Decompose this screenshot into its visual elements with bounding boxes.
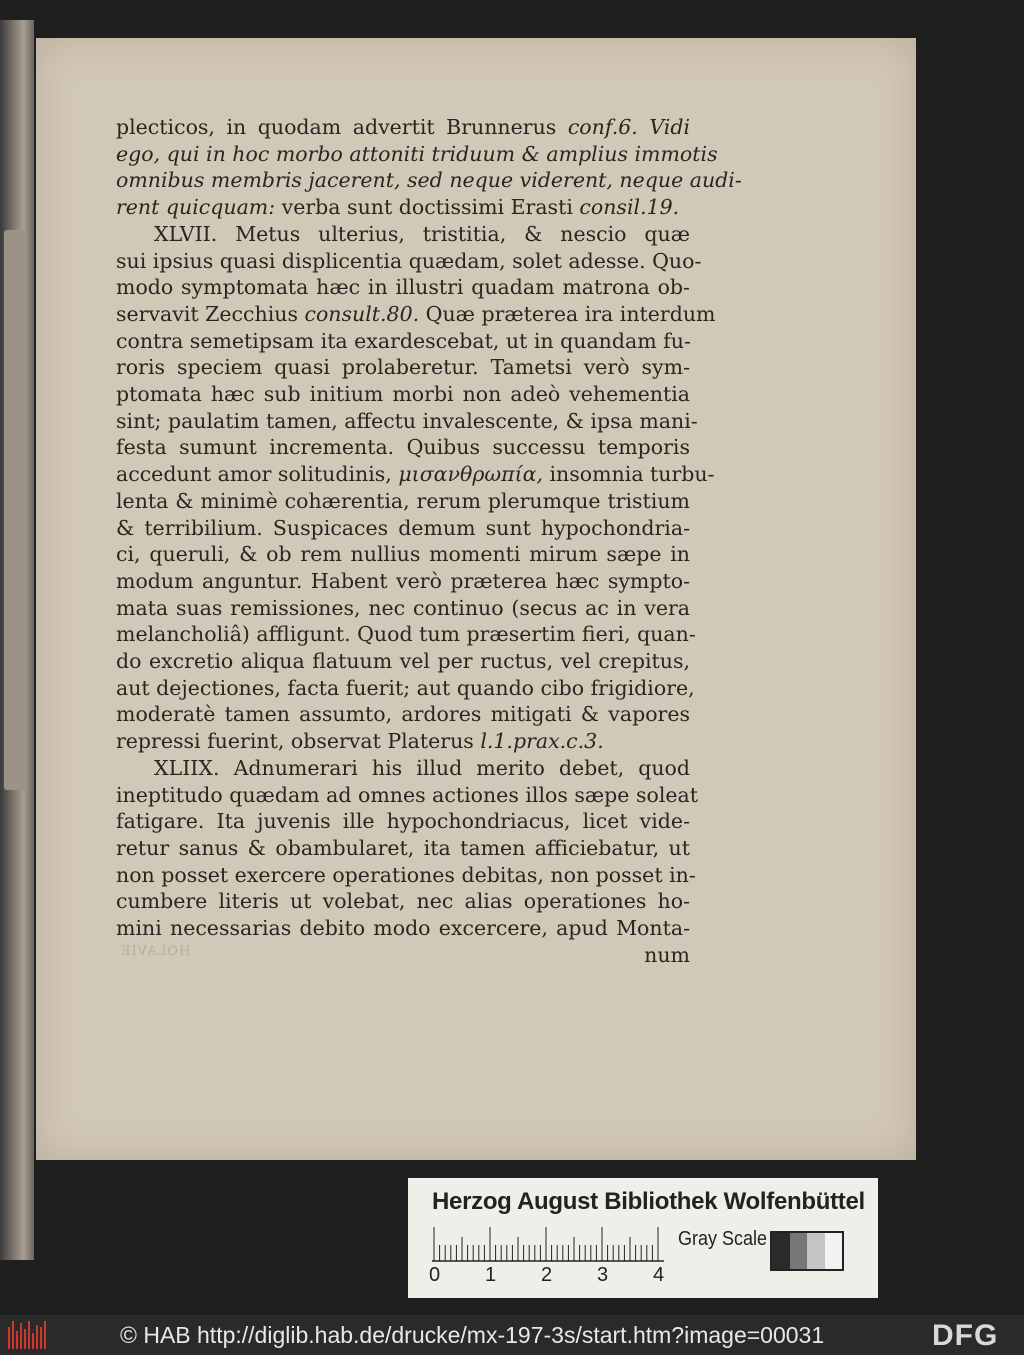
logo-bar bbox=[16, 1331, 18, 1349]
text-run: ineptitudo quædam ad omnes actiones illos sæpe soleat bbox=[116, 782, 698, 807]
text-run: XLVII. Metus ulterius, tristitia, & nescio quæ bbox=[154, 221, 690, 246]
logo-bar bbox=[40, 1327, 42, 1349]
page-text bbox=[116, 114, 742, 969]
gray-cell bbox=[790, 1233, 808, 1269]
text-line bbox=[116, 354, 690, 381]
text-line bbox=[116, 782, 698, 809]
ruler-number: 1 bbox=[485, 1264, 497, 1286]
text-line bbox=[116, 515, 690, 542]
text-run: sint; paulatim tamen, affectu invalescente, & ipsa mani- bbox=[116, 408, 698, 433]
text-line bbox=[116, 648, 690, 675]
text-line bbox=[116, 595, 690, 622]
italic-run: ego, qui in hoc morbo attoniti triduum & amplius immotis bbox=[116, 141, 718, 166]
text-run: plecticos, in quodam advertit Brunnerus bbox=[116, 115, 568, 139]
gray-scale-swatch bbox=[770, 1231, 844, 1271]
text-run: cumbere literis ut volebat, nec alias operationes ho- bbox=[116, 889, 690, 914]
text-line bbox=[116, 488, 690, 515]
text-run: do excretio aliqua flatuum vel per ructus, vel crepitus, bbox=[116, 649, 690, 674]
text-run: festa sumunt incrementa. Quibus successu temporis bbox=[116, 435, 690, 460]
logo-bar bbox=[12, 1321, 14, 1349]
italic-run: l.1.prax.c.3. bbox=[480, 729, 604, 754]
text-line bbox=[116, 381, 690, 408]
text-line bbox=[116, 328, 690, 355]
text-run: ci, queruli, & ob rem nullius momenti mirum sæpe in bbox=[116, 542, 690, 567]
text-line bbox=[116, 541, 690, 568]
text-line bbox=[116, 221, 690, 248]
text-line bbox=[116, 675, 695, 702]
text-run: modum anguntur. Habent verò præterea hæc sympto- bbox=[116, 568, 690, 593]
footer-bar bbox=[0, 1315, 1024, 1355]
book-page bbox=[36, 38, 916, 1160]
italic-run: rent quicquam: bbox=[116, 195, 276, 220]
text-line bbox=[116, 862, 696, 889]
text-run: & terribilium. Suspicaces demum sunt hypochondria- bbox=[116, 515, 690, 540]
text-run: sui ipsius quasi displicentia quædam, solet adesse. Quo- bbox=[116, 248, 702, 273]
dfg-logo: DFG bbox=[932, 1319, 999, 1352]
text-line bbox=[116, 274, 690, 301]
text-run: fatigare. Ita juvenis ille hypochondriacus, licet vide- bbox=[116, 809, 690, 834]
text-line bbox=[116, 888, 690, 915]
logo-bar bbox=[28, 1321, 30, 1349]
text-line bbox=[116, 434, 690, 461]
text-line bbox=[116, 141, 718, 168]
text-run: contra semetipsam ita exardescebat, ut in quandam fu- bbox=[116, 328, 691, 353]
text-line bbox=[116, 114, 690, 141]
text-run: moderatè tamen assumto, ardores mitigati & vapores bbox=[116, 702, 690, 727]
text-run: mata suas remissiones, nec continuo (secus ac in vera bbox=[116, 595, 690, 620]
logo-bar bbox=[24, 1329, 26, 1349]
text-line bbox=[116, 408, 698, 435]
text-line bbox=[116, 194, 690, 221]
text-run: mini necessarias debito modo excercere, apud Monta- bbox=[116, 916, 690, 941]
gray-cell bbox=[807, 1233, 825, 1269]
gray-cell bbox=[772, 1233, 790, 1269]
text-line bbox=[116, 248, 702, 275]
text-run: aut dejectiones, facta fuerit; aut quando cibo frigidiore, bbox=[116, 675, 695, 700]
text-run: accedunt amor solitudinis, bbox=[116, 462, 399, 487]
text-run: melancholiâ) affligunt. Quod tum præsertim fieri, quan- bbox=[116, 622, 696, 647]
text-line bbox=[116, 461, 715, 488]
hab-logo-icon bbox=[8, 1321, 48, 1349]
logo-bar bbox=[20, 1323, 22, 1349]
ruler-ticks bbox=[432, 1226, 672, 1262]
ruler-number: 0 bbox=[429, 1264, 441, 1286]
logo-bar bbox=[8, 1327, 10, 1349]
text-line bbox=[116, 808, 690, 835]
text-line bbox=[116, 701, 690, 728]
text-run: modo symptomata hæc in illustri quadam matrona ob- bbox=[116, 275, 690, 300]
ruler-number: 2 bbox=[541, 1264, 553, 1286]
text-run: retur sanus & obambularet, ita tamen afficiebatur, ut bbox=[116, 835, 690, 860]
ruler-scale bbox=[432, 1226, 672, 1262]
text-line bbox=[116, 728, 690, 755]
text-run: Quæ præterea ira interdum bbox=[419, 301, 716, 326]
text-line bbox=[116, 167, 742, 194]
italic-run: μισανθρωπία, bbox=[398, 462, 543, 487]
text-run: XLIIX. Adnumerari his illud merito debet, quod bbox=[154, 755, 690, 780]
text-line bbox=[116, 755, 690, 782]
ruler-number: 3 bbox=[597, 1264, 609, 1286]
color-calibration-card bbox=[408, 1178, 878, 1298]
italic-run: consult.80. bbox=[304, 301, 420, 326]
copyright-url[interactable]: © HAB http://diglib.hab.de/drucke/mx-197-3s/start.htm?image=00031 bbox=[120, 1322, 825, 1348]
text-run: repressi fuerint, observat Platerus bbox=[116, 729, 481, 754]
logo-bar bbox=[44, 1321, 46, 1349]
italic-run: omnibus membris jacerent, sed neque viderent, neque audi- bbox=[116, 168, 742, 193]
logo-bar bbox=[36, 1325, 38, 1349]
page-notch bbox=[4, 230, 26, 790]
italic-run: consil.19. bbox=[579, 195, 680, 220]
text-line bbox=[116, 835, 690, 862]
text-run: num bbox=[644, 942, 690, 967]
ruler-number: 4 bbox=[653, 1264, 665, 1286]
text-line bbox=[116, 568, 690, 595]
text-line bbox=[116, 915, 690, 942]
text-run: non posset exercere operationes debitas, non posset in- bbox=[116, 862, 696, 887]
gray-scale-label: Gray Scale bbox=[678, 1228, 768, 1250]
italic-run: conf.6. Vidi bbox=[567, 115, 690, 139]
bleed-through-text: HOLAVIE bbox=[120, 944, 191, 959]
adjacent-page-edge bbox=[0, 20, 34, 1260]
text-run: verba sunt doctissimi Erasti bbox=[275, 195, 580, 220]
library-name: Herzog August Bibliothek Wolfenbüttel bbox=[432, 1188, 865, 1215]
text-run: roris speciem quasi prolaberetur. Tametsi verò sym- bbox=[116, 355, 690, 380]
gray-cell bbox=[825, 1233, 843, 1269]
text-line bbox=[116, 301, 716, 328]
text-run: ptomata hæc sub initium morbi non adeò vehementia bbox=[116, 382, 690, 407]
text-line bbox=[116, 621, 696, 648]
text-run: lenta & minimè cohærentia, rerum plerumque tristium bbox=[116, 488, 690, 513]
logo-bar bbox=[32, 1333, 34, 1349]
text-run: insomnia turbu- bbox=[542, 462, 715, 487]
text-run: servavit Zecchius bbox=[116, 301, 305, 326]
text-line bbox=[116, 942, 690, 969]
